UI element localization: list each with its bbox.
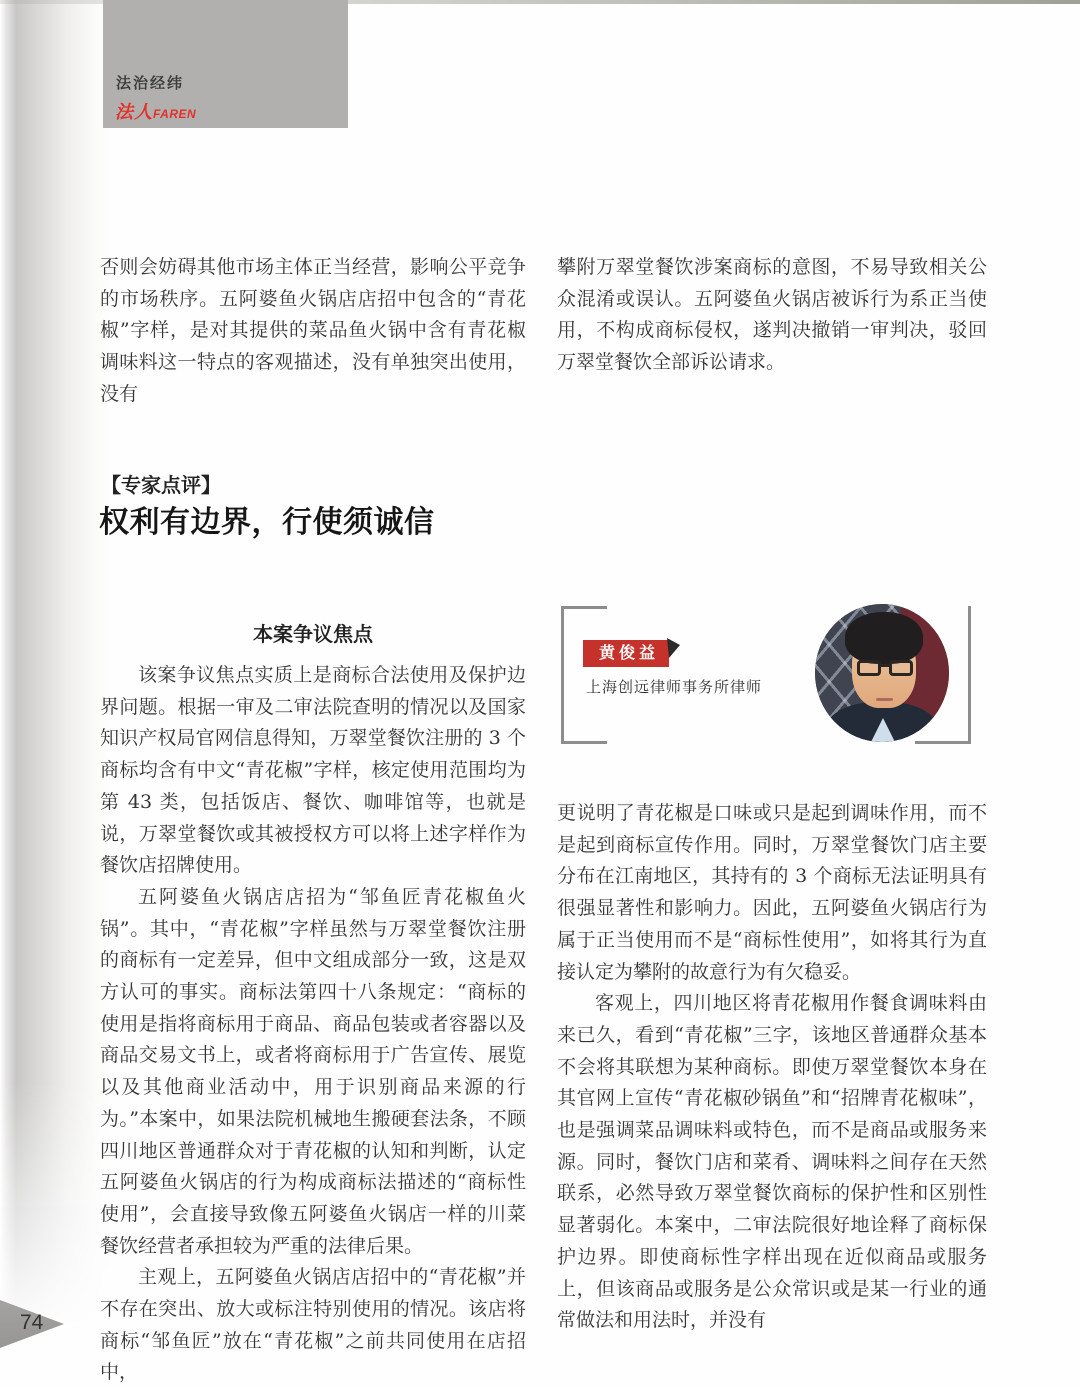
intro-paragraph-right: 攀附万翠堂餐饮涉案商标的意图，不易导致相关公众混淆或误认。五阿婆鱼火锅店被诉行为系正当使用，不构成商标侵权，遂判决撤销一审判决，驳回万翠堂餐饮全部诉讼请求。 (557, 256, 987, 374)
photo-glasses-right-lens (889, 660, 913, 676)
photo-glasses (857, 660, 913, 678)
left-paragraph-2: 五阿婆鱼火锅店店招为“邹鱼匠青花椒鱼火锅”。其中，“青花椒”字样虽然与万翠堂餐饮注册的商标有一定差异，但中文组成部分一致，这是双方认可的事实。商标法第四十八条规定：“商标的使用是指将商标用于商品、商品包装或者容器以及商品交易文书上，或者将商标用于广告宣传、展览以及其他商业活动中，用于识别商品来源的行为。”本案中，如果法院机械地生搬硬套法条，不顾四川地区普通群众对于青花椒的认知和判断，认定五阿婆鱼火锅店的行为构成商标法描述的“商标性使用”，会直接导致像五阿婆鱼火锅店一样的川菜餐饮经营者承担较为严重的法律后果。 (100, 885, 526, 1257)
intro-paragraph-left: 否则会妨碍其他市场主体正当经营，影响公平竞争的市场秩序。五阿婆鱼火锅店店招中包含的“青花椒”字样，是对其提供的菜品鱼火锅中含有青花椒调味料这一特点的客观描述，没有单独突出使用，没有 (100, 256, 526, 405)
section-label: 法治经纬 (116, 75, 185, 92)
faren-logo-cn-text: 法人 (115, 102, 153, 122)
section-masthead (103, 0, 348, 128)
expert-affiliation: 上海创远律师事务所律师 (586, 679, 763, 696)
right-column (557, 798, 987, 1337)
left-paragraph-3: 主观上，五阿婆鱼火锅店店招中的“青花椒”并不存在突出、放大或标注特别使用的情况。该店将商标“邹鱼匠”放在“青花椒”之前共同使用在店招中， (100, 1266, 526, 1384)
frame-bracket-left (561, 606, 607, 744)
subheading-dispute-focus: 本案争议焦点 (253, 622, 373, 646)
left-paragraph-1: 该案争议焦点实质上是商标合法使用及保护边界问题。根据一审及二审法院查明的情况以及国家知识产权局官网信息得知，万翠堂餐饮注册的 3 个商标均含有中文“青花椒”字样，核定使用范围均为第 43 类，包括饭店、餐饮、咖啡馆等，也就是说，万翠堂餐饮或其被授权方可以将上述字样作为餐饮店招牌使用。 (100, 664, 526, 877)
expert-profile-box (557, 600, 989, 750)
expert-name-badge (583, 640, 669, 667)
right-paragraph-1: 更说明了青花椒是口味或只是起到调味作用，而不是起到商标宣传作用。同时，万翠堂餐饮门店主要分布在江南地区，其持有的 3 个商标无法证明具有很强显著性和影响力。因此，五阿婆鱼火锅店行为属于正当使用而不是“商标性使用”，如将其行为直接认定为攀附的故意行为有欠稳妥。 (557, 802, 987, 983)
expert-photo (815, 604, 949, 742)
faren-logo-en-text: FAREN (153, 107, 197, 121)
photo-hair (845, 612, 923, 664)
page-left-scan-shadow (0, 0, 110, 1387)
article-title: 权利有边界，行使须诚信 (99, 506, 435, 539)
photo-mouth (876, 698, 893, 701)
right-paragraph-2: 客观上，四川地区将青花椒用作餐食调味料由来已久，看到“青花椒”三字，该地区普通群众基本不会将其联想为某种商标。即使万翠堂餐饮本身在其官网上宣传“青花椒砂锅鱼”和“招牌青花椒味”，也是强调菜品调味料或特色，而不是商品或服务来源。同时，餐饮门店和菜肴、调味料之间存在天然联系，必然导致万翠堂餐饮商标的保护性和区别性显著弱化。本案中，二审法院很好地诠释了商标保护边界。即使商标性字样出现在近似商品或服务上，但该商品或服务是公众常识或是某一行业的通常做法和用法时，并没有 (557, 992, 987, 1332)
photo-glasses-left-lens (857, 660, 881, 676)
faren-logo (115, 98, 196, 124)
left-column (100, 620, 526, 1387)
page-number: 74 (20, 1311, 44, 1334)
expert-name: 黄俊益 (599, 645, 660, 662)
badge-fold-icon (667, 638, 680, 658)
expert-review-kicker: 【专家点评】 (101, 475, 221, 497)
